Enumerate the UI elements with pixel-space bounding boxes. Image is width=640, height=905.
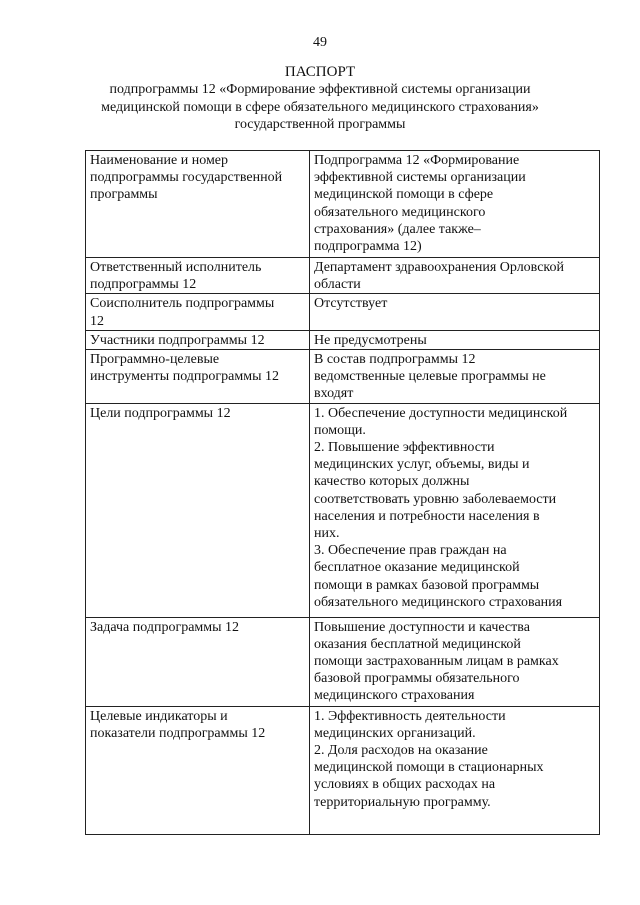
table-row — [86, 294, 600, 330]
row-value-line: территориальную программу. — [314, 794, 491, 810]
row-value-line: Подпрограмма 12 «Формирование — [314, 153, 520, 168]
row-value-line: медицинского страхования — [314, 688, 475, 704]
row-value-line: 1. Обеспечение доступности медицинской — [314, 405, 568, 421]
row-label-line: 12 — [90, 313, 104, 329]
row-value-cell — [310, 151, 600, 258]
row-value-cell — [310, 617, 600, 706]
row-value-line: подпрограмма 12) — [314, 239, 422, 255]
row-value-line: обязательного медицинского страхования — [314, 594, 563, 610]
row-label-line: Задача подпрограммы 12 — [90, 619, 240, 635]
row-value-cell — [310, 258, 600, 294]
table-row — [86, 403, 600, 617]
row-value-line: Не предусмотрены — [314, 332, 427, 348]
row-label-cell — [86, 350, 310, 404]
row-value-cell — [310, 350, 600, 404]
row-value-line: эффективной системы организации — [314, 170, 526, 186]
row-value-line: Департамент здравоохранения Орловской — [314, 260, 565, 275]
row-value-line: входят — [314, 386, 354, 402]
row-label-cell — [86, 403, 310, 617]
row-value-line: медицинской помощи в сфере — [314, 187, 494, 203]
row-label-line: Наименование и номер — [90, 153, 229, 168]
row-value-line: Повышение доступности и качества — [314, 619, 530, 635]
passport-table — [85, 150, 600, 835]
row-value-line: помощи в рамках базовой программы — [314, 577, 540, 593]
table-row — [86, 330, 600, 349]
table-row — [86, 617, 600, 706]
row-label-line: Цели подпрограммы 12 — [90, 405, 231, 421]
row-value-cell — [310, 706, 600, 834]
row-label-line: Ответственный исполнитель — [90, 260, 262, 275]
row-value-line: оказания бесплатной медицинской — [314, 636, 521, 652]
row-value-line: Отсутствует — [314, 296, 388, 312]
row-label-cell — [86, 258, 310, 294]
row-value-cell — [310, 294, 600, 330]
passport-table-body — [86, 151, 600, 835]
row-label-line: Соисполнитель подпрограммы — [90, 296, 275, 312]
row-label-line: подпрограммы государственной — [90, 170, 283, 186]
row-value-line: них. — [314, 526, 340, 542]
table-row — [86, 151, 600, 258]
row-value-line: помощи застрахованным лицам в рамках — [314, 654, 559, 670]
row-value-line: В состав подпрограммы 12 — [314, 352, 476, 368]
row-value-line: ведомственные целевые программы не — [314, 369, 546, 385]
row-value-line: условиях в общих расходах на — [314, 777, 496, 793]
row-label-cell — [86, 617, 310, 706]
row-label-line: инструменты подпрограммы 12 — [90, 369, 279, 385]
subtitle-line: медицинской помощи в сфере обязательного медицинского страхования» — [101, 99, 539, 115]
row-value-line: помощи. — [314, 422, 366, 438]
row-value-line: 2. Доля расходов на оказание — [314, 743, 488, 759]
table-row — [86, 706, 600, 834]
row-label-cell — [86, 294, 310, 330]
row-value-cell — [310, 330, 600, 349]
row-label-line: показатели подпрограммы 12 — [90, 725, 266, 741]
row-value-line: базовой программы обязательного — [314, 671, 520, 687]
row-value-line: 3. Обеспечение прав граждан на — [314, 543, 507, 559]
row-value-cell — [310, 403, 600, 617]
row-label-cell — [86, 151, 310, 258]
row-value-line: 1. Эффективность деятельности — [314, 708, 506, 724]
row-value-line: 2. Повышение эффективности — [314, 440, 495, 456]
row-value-line: страхования» (далее также– — [314, 221, 481, 237]
row-value-line: качество которых должны — [314, 474, 470, 490]
row-label-line: Программно-целевые — [90, 352, 220, 368]
row-value-line: медицинской помощи в стационарных — [314, 760, 544, 776]
document-title: ПАСПОРТ — [284, 64, 356, 80]
row-value-line: медицинских организаций. — [314, 725, 476, 741]
document-subtitle — [80, 81, 560, 134]
page-number: 49 — [313, 35, 327, 50]
row-label-cell — [86, 330, 310, 349]
row-value-line: области — [314, 277, 361, 293]
row-label-cell — [86, 706, 310, 834]
row-value-line: соответствовать уровню заболеваемости — [314, 491, 557, 507]
row-value-line: бесплатное оказание медицинской — [314, 560, 520, 576]
table-row — [86, 350, 600, 404]
row-label-line: подпрограммы 12 — [90, 277, 197, 293]
row-label-line: программы — [90, 187, 158, 203]
row-label-line: Целевые индикаторы и — [90, 708, 228, 724]
row-label-line: Участники подпрограммы 12 — [90, 332, 265, 348]
subtitle-line: подпрограммы 12 «Формирование эффективной системы организации — [109, 82, 531, 97]
row-value-line: медицинских услуг, объемы, виды и — [314, 457, 530, 473]
table-row — [86, 258, 600, 294]
row-value-line: населения и потребности населения в — [314, 508, 540, 524]
subtitle-line: государственной программы — [234, 117, 406, 132]
row-value-line: обязательного медицинского — [314, 204, 486, 220]
